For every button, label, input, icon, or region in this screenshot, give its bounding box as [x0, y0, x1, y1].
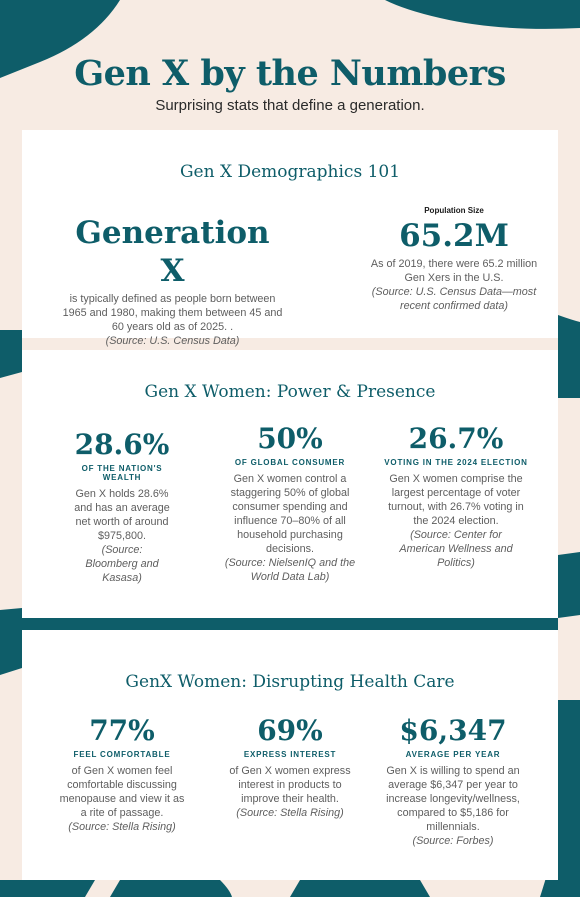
- stat-comfortable-source: (Source: Stella Rising): [68, 821, 176, 833]
- stat-spend-label: AVERAGE PER YEAR: [405, 750, 501, 759]
- stat-comfortable: [56, 714, 188, 834]
- stat-wealth-text: Gen X holds 28.6% and has an average net worth of around $975,800.: [74, 488, 170, 542]
- stat-consumer-label: OF GLOBAL CONSUMER: [234, 458, 346, 467]
- stat-wealth-label: OF THE NATION'S WEALTH: [81, 464, 163, 482]
- bg-shape-right-mid2: [558, 552, 580, 618]
- population-source: (Source: U.S. Census Data—most recent confirmed data): [371, 286, 537, 312]
- bg-shape-top-right: [385, 0, 580, 29]
- generation-stat: [60, 214, 285, 348]
- bg-shape-bottom-left: [0, 880, 95, 897]
- health-care-title: GenX Women: Disrupting Health Care: [125, 672, 455, 692]
- population-value: 65.2M: [399, 218, 509, 254]
- stat-wealth-source: (Source: Bloomberg and Kasasa): [85, 544, 159, 584]
- stat-consumer-text: Gen X women control a staggering 50% of global consumer spending and influence 70–80% of all household purchasing decisions.: [230, 473, 350, 555]
- stat-comfortable-label: FEEL COMFORTABLE: [73, 750, 171, 759]
- generation-text: is typically defined as people born between 1965 and 1980, making them between 45 and 60 years old as of 2025. .: [62, 293, 283, 333]
- stat-spend-source: (Source: Forbes): [412, 835, 494, 847]
- population-label: Population Size: [424, 206, 484, 215]
- stat-voting-label: VOTING IN THE 2024 ELECTION: [384, 458, 528, 467]
- stat-voting-text: Gen X women comprise the largest percentage of voter turnout, with 26.7% voting in the 2024 election.: [388, 473, 524, 527]
- bg-shape-bottom-center: [110, 880, 232, 897]
- stat-voting-source: (Source: Center for American Wellness and Politics): [399, 529, 513, 569]
- page-subtitle: Surprising stats that define a generation.: [155, 97, 425, 114]
- bg-shape-band: [22, 618, 558, 630]
- population-text: As of 2019, there were 65.2 million Gen Xers in the U.S.: [370, 258, 538, 284]
- demographics-title: Gen X Demographics 101: [179, 162, 401, 182]
- stat-comfortable-value: 77%: [89, 714, 155, 747]
- stat-consumer-source: (Source: NielsenIQ and the World Data Lab): [224, 557, 356, 583]
- stat-interest-source: (Source: Stella Rising): [236, 807, 344, 819]
- women-power-title: Gen X Women: Power & Presence: [144, 382, 436, 402]
- stat-spend: [378, 714, 528, 848]
- stat-consumer-value: 50%: [257, 422, 323, 455]
- stat-spend-value: $6,347: [399, 714, 507, 747]
- generation-heading: Generation X: [75, 215, 270, 289]
- women-power-panel: [22, 350, 558, 618]
- stat-comfortable-text: of Gen X women feel comfortable discussing menopause and view it as a rite of passage.: [59, 765, 185, 819]
- stat-interest-label: EXPRESS INTEREST: [243, 750, 337, 759]
- stat-interest: [222, 714, 358, 820]
- page-header: [0, 52, 580, 114]
- stat-wealth: [62, 428, 182, 585]
- stat-interest-value: 69%: [257, 714, 323, 747]
- stat-wealth-value: 28.6%: [74, 428, 170, 461]
- bg-shape-bottom-right: [290, 880, 430, 897]
- bg-shape-right-mid: [558, 315, 580, 398]
- stat-voting-value: 26.7%: [408, 422, 504, 455]
- bg-shape-left-mid2: [0, 608, 22, 675]
- stat-interest-text: of Gen X women express interest in products to improve their health.: [229, 765, 351, 805]
- demographics-panel: [22, 130, 558, 347]
- generation-source: (Source: U.S. Census Data): [105, 335, 240, 347]
- stat-spend-text: Gen X is willing to spend an average $6,347 per year to increase longevity/wellness, compared to $5,186 for millennials.: [386, 765, 520, 833]
- health-care-panel: [22, 630, 558, 880]
- stat-consumer: [222, 422, 358, 584]
- bg-shape-left-mid: [0, 330, 22, 378]
- stat-voting: [374, 422, 538, 570]
- page-title: Gen X by the Numbers: [74, 53, 506, 94]
- population-stat: [360, 206, 548, 313]
